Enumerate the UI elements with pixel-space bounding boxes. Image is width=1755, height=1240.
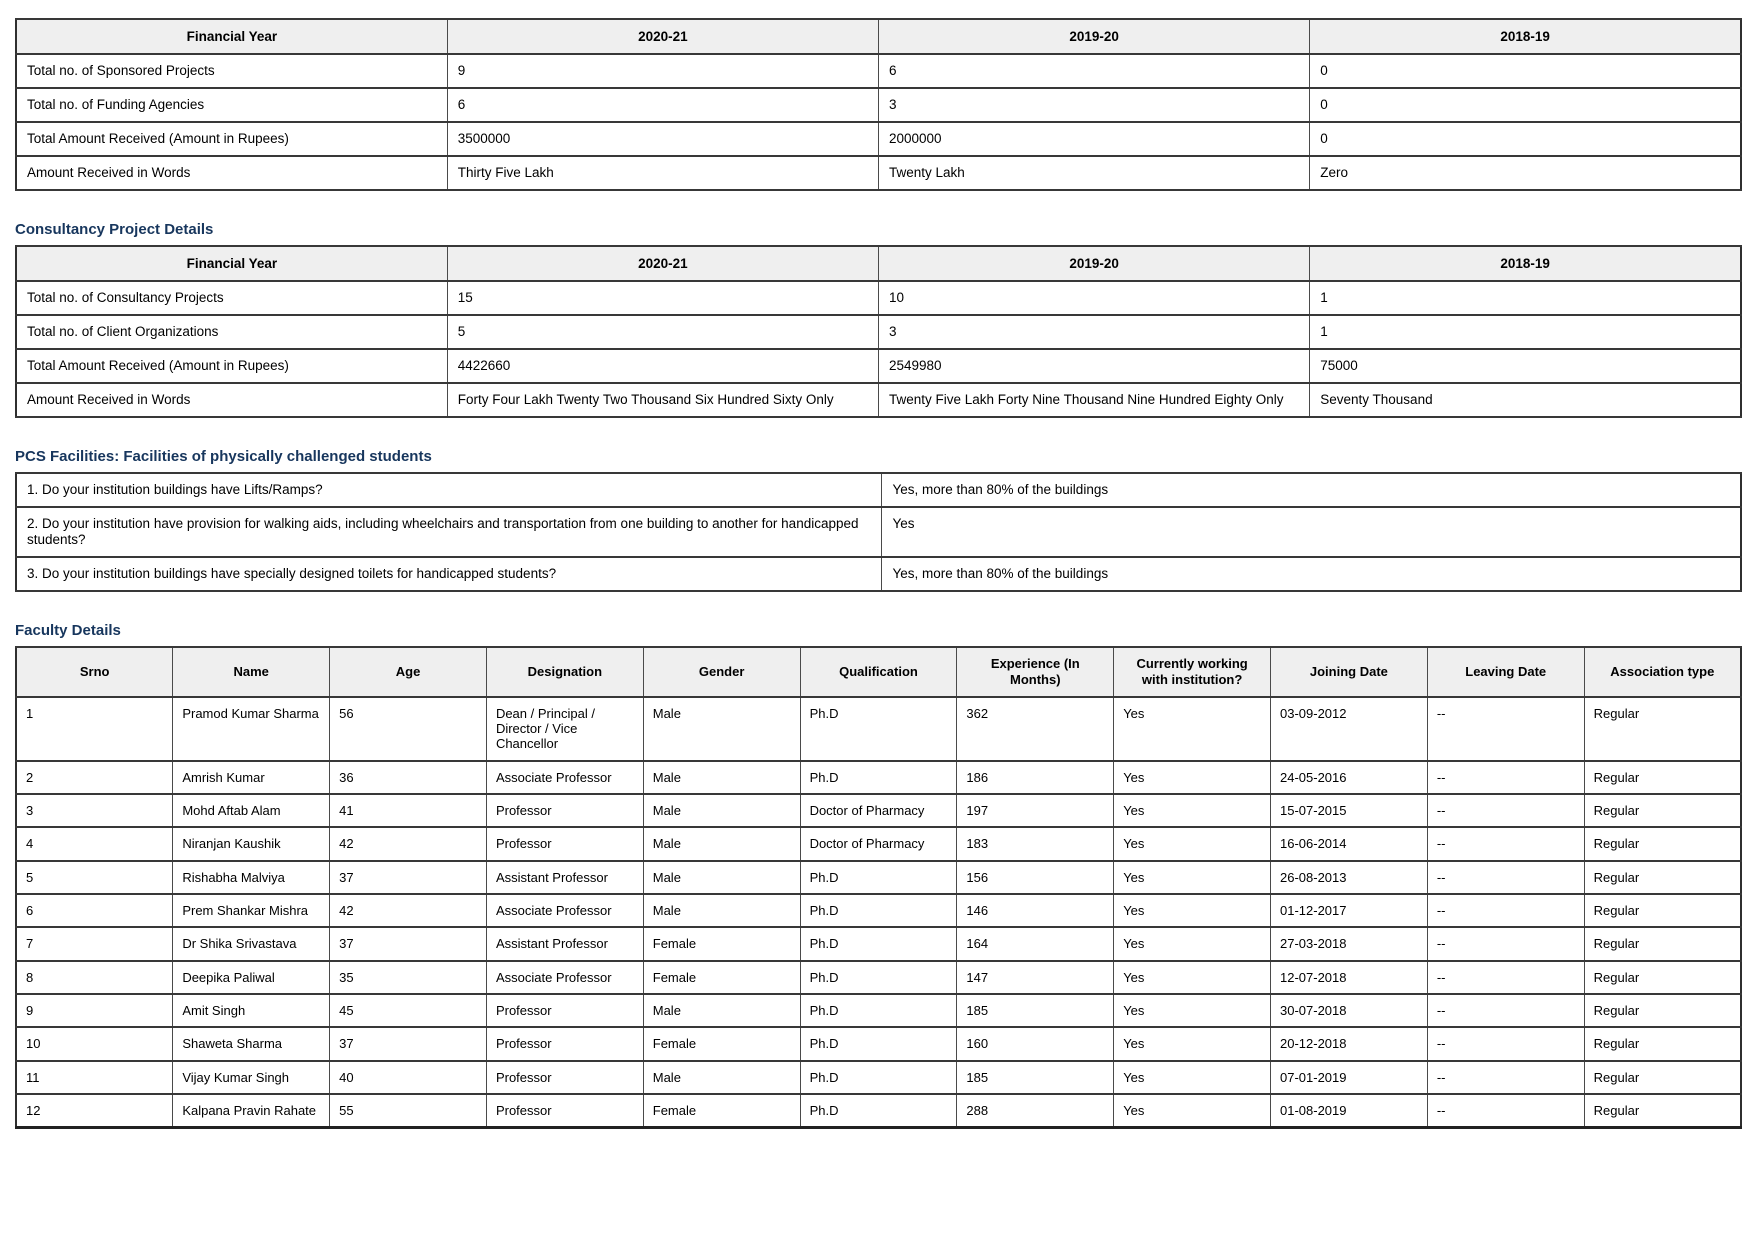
srno-cell: 12 [16,1094,173,1128]
faculty-row [16,961,1741,994]
working-cell: Yes [1114,894,1271,927]
qualification-cell: Ph.D [800,1094,957,1128]
working-cell: Yes [1114,1094,1271,1128]
pcs-facilities-table [15,472,1742,592]
leaving-date-cell: -- [1427,827,1584,860]
experience-cell: 183 [957,827,1114,860]
designation-cell: Associate Professor [486,761,643,794]
value-cell-2019-20: 2549980 [879,349,1310,383]
metric-label-cell: Total no. of Consultancy Projects [16,281,447,315]
age-cell: 42 [330,827,487,860]
age-cell: 55 [330,1094,487,1128]
year-2018-19-header: 2018-19 [1310,246,1741,281]
table-row [16,54,1741,88]
value-cell-2019-20: 6 [879,54,1310,88]
joining-date-cell: 03-09-2012 [1271,697,1428,761]
table-row [16,507,1741,557]
answer-cell: Yes, more than 80% of the buildings [882,473,1741,507]
table-row [16,281,1741,315]
name-cell: Shaweta Sharma [173,1027,330,1060]
age-cell: 36 [330,761,487,794]
association-type-cell: Regular [1584,861,1741,894]
value-cell-2019-20: Twenty Five Lakh Forty Nine Thousand Nine Hundred Eighty Only [879,383,1310,417]
metric-label-cell: Amount Received in Words [16,156,447,190]
metric-label-cell: Total no. of Sponsored Projects [16,54,447,88]
srno-cell: 11 [16,1061,173,1094]
experience-cell: 164 [957,927,1114,960]
qualification-cell: Doctor of Pharmacy [800,827,957,860]
age-cell: 37 [330,1027,487,1060]
designation-cell: Professor [486,794,643,827]
metric-label-cell: Total Amount Received (Amount in Rupees) [16,122,447,156]
faculty-row [16,794,1741,827]
experience-cell: 197 [957,794,1114,827]
gender-cell: Male [643,794,800,827]
age-cell: 56 [330,697,487,761]
metric-label-cell: Total Amount Received (Amount in Rupees) [16,349,447,383]
leaving-date-cell: -- [1427,761,1584,794]
association-type-cell: Regular [1584,761,1741,794]
faculty-row [16,697,1741,761]
name-cell: Mohd Aftab Alam [173,794,330,827]
value-cell-2018-19: Zero [1310,156,1741,190]
gender-header: Gender [643,647,800,697]
designation-header: Designation [486,647,643,697]
question-cell: 1. Do your institution buildings have Lifts/Ramps? [16,473,882,507]
joining-date-cell: 07-01-2019 [1271,1061,1428,1094]
value-cell-2018-19: 0 [1310,54,1741,88]
year-2020-21-header: 2020-21 [447,246,878,281]
age-header: Age [330,647,487,697]
faculty-row [16,927,1741,960]
srno-cell: 7 [16,927,173,960]
sponsored-projects-table [15,18,1742,191]
year-2019-20-header: 2019-20 [879,246,1310,281]
designation-cell: Dean / Principal / Director / Vice Chancellor [486,697,643,761]
name-cell: Deepika Paliwal [173,961,330,994]
joining-date-cell: 16-06-2014 [1271,827,1428,860]
faculty-section-heading: Faculty Details [15,621,121,639]
experience-cell: 186 [957,761,1114,794]
qualification-cell: Ph.D [800,961,957,994]
working-cell: Yes [1114,994,1271,1027]
association-type-cell: Regular [1584,894,1741,927]
gender-cell: Male [643,861,800,894]
designation-cell: Professor [486,1094,643,1128]
experience-cell: 160 [957,1027,1114,1060]
value-cell-2018-19: 1 [1310,281,1741,315]
leaving-date-cell: -- [1427,794,1584,827]
age-cell: 37 [330,861,487,894]
association-type-cell: Regular [1584,827,1741,860]
value-cell-2020-21: 9 [447,54,878,88]
srno-header: Srno [16,647,173,697]
leaving-date-cell: -- [1427,1061,1584,1094]
table-header-row [16,647,1741,697]
experience-cell: 362 [957,697,1114,761]
metric-label-cell: Total no. of Funding Agencies [16,88,447,122]
value-cell-2018-19: 0 [1310,122,1741,156]
faculty-details-table [15,646,1742,1130]
experience-cell: 185 [957,1061,1114,1094]
age-cell: 40 [330,1061,487,1094]
experience-cell: 156 [957,861,1114,894]
question-cell: 3. Do your institution buildings have specially designed toilets for handicapped students? [16,557,882,591]
value-cell-2019-20: Twenty Lakh [879,156,1310,190]
designation-cell: Assistant Professor [486,927,643,960]
age-cell: 37 [330,927,487,960]
value-cell-2020-21: Forty Four Lakh Twenty Two Thousand Six Hundred Sixty Only [447,383,878,417]
gender-cell: Male [643,994,800,1027]
srno-cell: 8 [16,961,173,994]
faculty-row [16,894,1741,927]
table-row [16,473,1741,507]
faculty-row [16,994,1741,1027]
srno-cell: 5 [16,861,173,894]
gender-cell: Male [643,894,800,927]
qualification-cell: Ph.D [800,894,957,927]
working-cell: Yes [1114,794,1271,827]
year-2018-19-header: 2018-19 [1310,19,1741,54]
value-cell-2018-19: 75000 [1310,349,1741,383]
value-cell-2019-20: 3 [879,88,1310,122]
designation-cell: Professor [486,1061,643,1094]
gender-cell: Female [643,927,800,960]
table-row [16,383,1741,417]
working-cell: Yes [1114,861,1271,894]
joining-date-cell: 01-12-2017 [1271,894,1428,927]
value-cell-2020-21: 3500000 [447,122,878,156]
faculty-row [16,827,1741,860]
name-cell: Amrish Kumar [173,761,330,794]
question-cell: 2. Do your institution have provision for walking aids, including wheelchairs and transportation from one building to another for handicapped students? [16,507,882,557]
name-cell: Niranjan Kaushik [173,827,330,860]
joining-date-header: Joining Date [1271,647,1428,697]
gender-cell: Male [643,827,800,860]
designation-cell: Assistant Professor [486,861,643,894]
financial-year-header: Financial Year [16,246,447,281]
qualification-header: Qualification [800,647,957,697]
qualification-cell: Ph.D [800,927,957,960]
working-cell: Yes [1114,927,1271,960]
value-cell-2019-20: 10 [879,281,1310,315]
consultancy-projects-table [15,245,1742,418]
designation-cell: Associate Professor [486,894,643,927]
age-cell: 35 [330,961,487,994]
srno-cell: 3 [16,794,173,827]
working-cell: Yes [1114,827,1271,860]
qualification-cell: Ph.D [800,1027,957,1060]
table-header-row [16,19,1741,54]
metric-label-cell: Total no. of Client Organizations [16,315,447,349]
leaving-date-cell: -- [1427,861,1584,894]
joining-date-cell: 15-07-2015 [1271,794,1428,827]
value-cell-2018-19: 0 [1310,88,1741,122]
gender-cell: Male [643,1061,800,1094]
joining-date-cell: 20-12-2018 [1271,1027,1428,1060]
answer-cell: Yes [882,507,1741,557]
name-cell: Vijay Kumar Singh [173,1061,330,1094]
experience-cell: 146 [957,894,1114,927]
value-cell-2020-21: 5 [447,315,878,349]
leaving-date-cell: -- [1427,1027,1584,1060]
designation-cell: Associate Professor [486,961,643,994]
experience-header: Experience (In Months) [957,647,1114,697]
association-type-cell: Regular [1584,1094,1741,1128]
age-cell: 42 [330,894,487,927]
currently-working-header: Currently working with institution? [1114,647,1271,697]
pcs-section-heading: PCS Facilities: Facilities of physically challenged students [15,448,432,465]
qualification-cell: Ph.D [800,697,957,761]
value-cell-2019-20: 2000000 [879,122,1310,156]
working-cell: Yes [1114,761,1271,794]
table-row [16,557,1741,591]
qualification-cell: Ph.D [800,761,957,794]
qualification-cell: Ph.D [800,1061,957,1094]
gender-cell: Male [643,761,800,794]
value-cell-2019-20: 3 [879,315,1310,349]
association-type-cell: Regular [1584,994,1741,1027]
value-cell-2020-21: 15 [447,281,878,315]
table-row [16,122,1741,156]
srno-cell: 4 [16,827,173,860]
joining-date-cell: 12-07-2018 [1271,961,1428,994]
value-cell-2020-21: 6 [447,88,878,122]
age-cell: 41 [330,794,487,827]
gender-cell: Female [643,961,800,994]
financial-year-header: Financial Year [16,19,447,54]
table-row [16,349,1741,383]
name-cell: Pramod Kumar Sharma [173,697,330,761]
association-type-header: Association type [1584,647,1741,697]
association-type-cell: Regular [1584,1061,1741,1094]
srno-cell: 9 [16,994,173,1027]
name-cell: Kalpana Pravin Rahate [173,1094,330,1128]
leaving-date-cell: -- [1427,1094,1584,1128]
working-cell: Yes [1114,1061,1271,1094]
table-row [16,156,1741,190]
designation-cell: Professor [486,1027,643,1060]
association-type-cell: Regular [1584,794,1741,827]
working-cell: Yes [1114,961,1271,994]
working-cell: Yes [1114,697,1271,761]
association-type-cell: Regular [1584,1027,1741,1060]
name-cell: Dr Shika Srivastava [173,927,330,960]
gender-cell: Female [643,1027,800,1060]
association-type-cell: Regular [1584,961,1741,994]
qualification-cell: Doctor of Pharmacy [800,794,957,827]
srno-cell: 2 [16,761,173,794]
faculty-row [16,1094,1741,1128]
consultancy-section-heading: Consultancy Project Details [15,221,214,238]
faculty-row [16,1027,1741,1060]
joining-date-cell: 30-07-2018 [1271,994,1428,1027]
joining-date-cell: 24-05-2016 [1271,761,1428,794]
year-2019-20-header: 2019-20 [879,19,1310,54]
value-cell-2018-19: 1 [1310,315,1741,349]
leaving-date-cell: -- [1427,894,1584,927]
answer-cell: Yes, more than 80% of the buildings [882,557,1741,591]
faculty-row [16,761,1741,794]
leaving-date-cell: -- [1427,927,1584,960]
age-cell: 45 [330,994,487,1027]
srno-cell: 6 [16,894,173,927]
name-header: Name [173,647,330,697]
designation-cell: Professor [486,827,643,860]
experience-cell: 288 [957,1094,1114,1128]
joining-date-cell: 01-08-2019 [1271,1094,1428,1128]
designation-cell: Professor [486,994,643,1027]
name-cell: Prem Shankar Mishra [173,894,330,927]
gender-cell: Female [643,1094,800,1128]
metric-label-cell: Amount Received in Words [16,383,447,417]
association-type-cell: Regular [1584,697,1741,761]
experience-cell: 185 [957,994,1114,1027]
leaving-date-cell: -- [1427,697,1584,761]
name-cell: Amit Singh [173,994,330,1027]
qualification-cell: Ph.D [800,861,957,894]
association-type-cell: Regular [1584,927,1741,960]
gender-cell: Male [643,697,800,761]
value-cell-2020-21: Thirty Five Lakh [447,156,878,190]
experience-cell: 147 [957,961,1114,994]
table-row [16,88,1741,122]
table-header-row [16,246,1741,281]
working-cell: Yes [1114,1027,1271,1060]
value-cell-2018-19: Seventy Thousand [1310,383,1741,417]
leaving-date-cell: -- [1427,961,1584,994]
joining-date-cell: 26-08-2013 [1271,861,1428,894]
joining-date-cell: 27-03-2018 [1271,927,1428,960]
table-row [16,315,1741,349]
leaving-date-header: Leaving Date [1427,647,1584,697]
leaving-date-cell: -- [1427,994,1584,1027]
qualification-cell: Ph.D [800,994,957,1027]
srno-cell: 1 [16,697,173,761]
value-cell-2020-21: 4422660 [447,349,878,383]
name-cell: Rishabha Malviya [173,861,330,894]
srno-cell: 10 [16,1027,173,1060]
faculty-row [16,861,1741,894]
faculty-row [16,1061,1741,1094]
year-2020-21-header: 2020-21 [447,19,878,54]
